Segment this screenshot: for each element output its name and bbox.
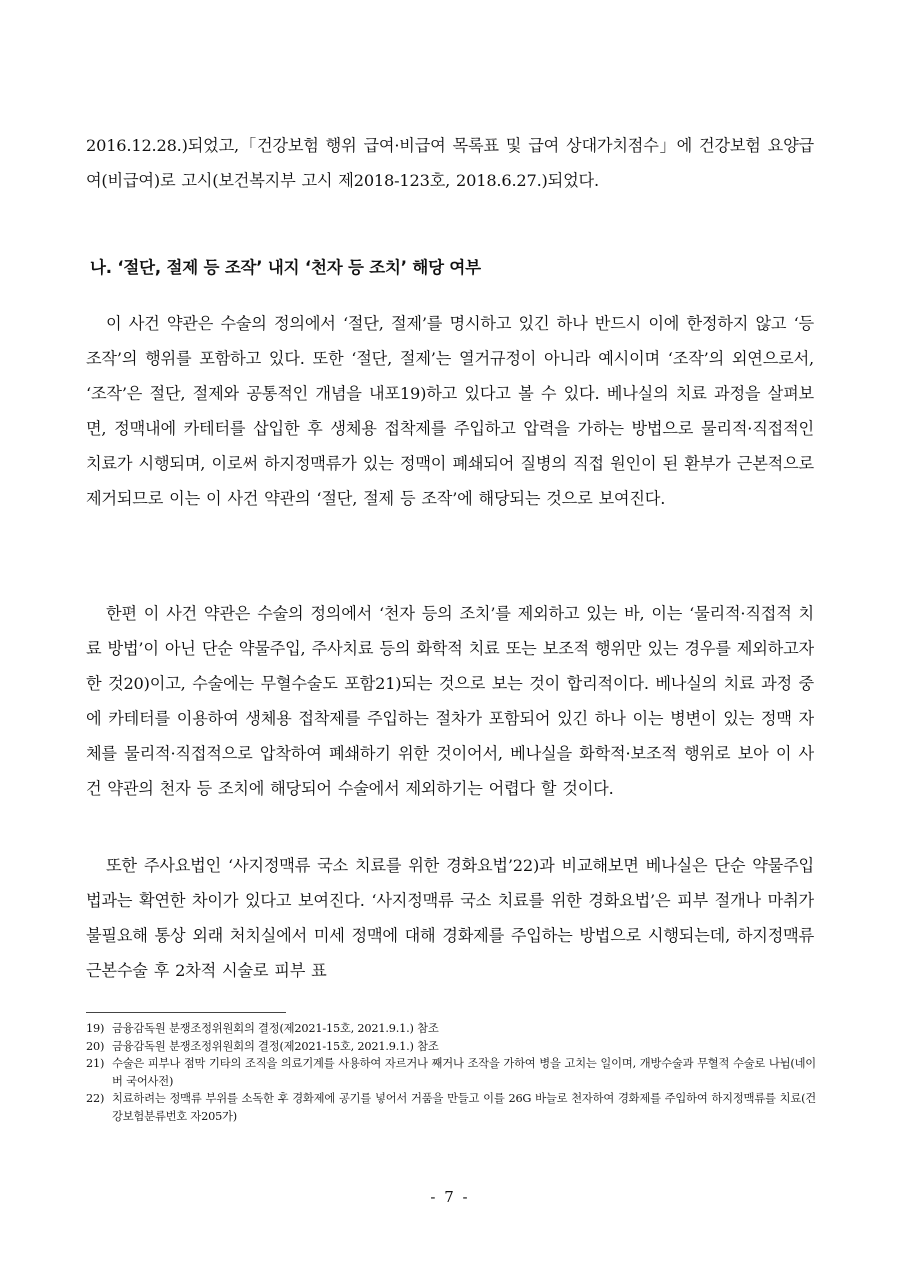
paragraph-3: 또한 주사요법인 ‘사지정맥류 국소 치료를 위한 경화요법’22)과 비교해보면 베나실은 단순 약물주입법과는 확연한 차이가 있다고 보여진다. ‘사지정맥류 국소 치료를 위한 경화요법’은 피부 절개나 마취가 불필요해 통상 외래 처치실에서 미세 정맥에 대해 경화제를 주입하는 방법으로 시행되는데, 하지정맥류 근본수술 후 2차적 시술로 피부 표 xyxy=(86,856,814,980)
footnote-number: 19) xyxy=(86,1022,105,1035)
paragraph-2: 한편 이 사건 약관은 수술의 정의에서 ‘천자 등의 조치’를 제외하고 있는 바, 이는 ‘물리적·직접적 치료 방법’이 아닌 단순 약물주입, 주사치료 등의 화학적 치료 또는 보조적 행위만 있는 경우를 제외하고자 한 것20)이고, 수술에는 무혈수술도 포함21)되는 것으로 보는 것이 합리적이다. 베나실의 치료 과정 중에 카테터를 이용하여 생체용 접착제를 주입하는 절차가 포함되어 있긴 하나 이는 병변이 있는 정맥 자체를 물리적·직접적으로 압착하여 폐쇄하기 위한 것이어서, 베나실을 화학적·보조적 행위로 보아 이 사건 약관의 천자 등 조치에 해당되어 수술에서 제외하기는 어렵다 할 것이다. xyxy=(86,604,814,798)
footnote-22 xyxy=(86,1090,816,1125)
footnote-divider xyxy=(86,1012,286,1013)
footnote-text: 금융감독원 분쟁조정위원회의 결정(제2021-15호, 2021.9.1.) 참조 xyxy=(112,1022,439,1035)
footnote-text: 치료하려는 정맥류 부위를 소독한 후 경화제에 공기를 넣어서 거품을 만들고 이를 26G 바늘로 천자하여 경화제를 주입하여 하지정맥류를 치료(건강보험분류번호 자205가) xyxy=(112,1092,816,1123)
footnote-text: 수술은 피부나 점막 기타의 조직을 의료기계를 사용하여 자르거나 째거나 조작을 가하여 병을 고치는 일이며, 개방수술과 무혈적 수술로 나뉨(네이버 국어사전) xyxy=(112,1057,816,1088)
page-number: - 7 - xyxy=(430,1188,470,1206)
footnote-20 xyxy=(86,1038,816,1056)
footnote-19 xyxy=(86,1020,816,1038)
footnotes xyxy=(86,1020,816,1125)
paragraph-1: 이 사건 약관은 수술의 정의에서 ‘절단, 절제’를 명시하고 있긴 하나 반드시 이에 한정하지 않고 ‘등 조작’의 행위를 포함하고 있다. 또한 ‘절단, 절제’는 열거규정이 아니라 예시이며 ‘조작’의 외연으로서, ‘조작’은 절단, 절제와 공통적인 개념을 내포19)하고 있다고 볼 수 있다. 베나실의 치료 과정을 살펴보면, 정맥내에 카테터를 삽입한 후 생체용 접착제를 주입하고 압력을 가하는 방법으로 물리적·직접적인 치료가 시행되며, 이로써 하지정맥류가 있는 정맥이 폐쇄되어 질병의 직접 원인이 된 환부가 근본적으로 제거되므로 이는 이 사건 약관의 ‘절단, 절제 등 조작’에 해당되는 것으로 보여진다. xyxy=(86,314,814,508)
footnote-number: 21) xyxy=(86,1057,105,1070)
section-heading: 나. ‘절단, 절제 등 조작’ 내지 ‘천자 등 조치’ 해당 여부 xyxy=(90,258,481,277)
paragraph-intro: 2016.12.28.)되었고,「건강보험 행위 급여·비급여 목록표 및 급여 상대가치점수」에 건강보험 요양급여(비급여)로 고시(보건복지부 고시 제2018-123호, 2018.6.27.)되었다. xyxy=(86,136,814,190)
footnote-number: 20) xyxy=(86,1039,105,1053)
footnote-21 xyxy=(86,1055,816,1090)
footnote-text: 금융감독원 분쟁조정위원회의 결정(제2021-15호, 2021.9.1.) 참조 xyxy=(112,1039,439,1053)
footnote-number: 22) xyxy=(86,1092,105,1105)
